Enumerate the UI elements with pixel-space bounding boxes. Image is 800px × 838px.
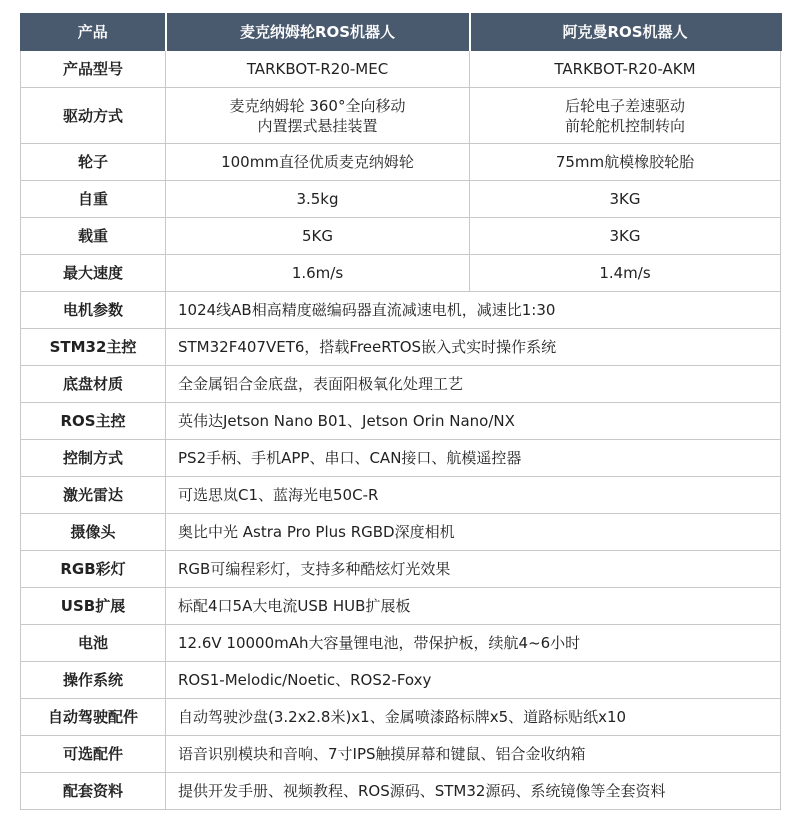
row-label: ROS主控 (21, 403, 166, 440)
table-row (21, 773, 781, 810)
spec-table-container (20, 13, 780, 810)
table-row (21, 329, 781, 366)
ackermann-value (470, 144, 781, 181)
table-row (21, 51, 781, 88)
cell-line: 75mm航模橡胶轮胎 (555, 153, 695, 171)
shared-value: 奥比中光 Astra Pro Plus RGBD深度相机 (166, 514, 781, 551)
table-row (21, 736, 781, 773)
table-row (21, 662, 781, 699)
row-label: 电机参数 (21, 292, 166, 329)
shared-value: 12.6V 10000mAh大容量锂电池，带保护板，续航4~6小时 (166, 625, 781, 662)
table-row (21, 699, 781, 736)
table-row (21, 403, 781, 440)
row-label: 激光雷达 (21, 477, 166, 514)
mecanum-value (166, 51, 470, 88)
table-row (21, 625, 781, 662)
shared-value: 全金属铝合金底盘，表面阳极氧化处理工艺 (166, 366, 781, 403)
shared-value: 标配4口5A大电流USB HUB扩展板 (166, 588, 781, 625)
table-row (21, 588, 781, 625)
table-row (21, 218, 781, 255)
table-row (21, 440, 781, 477)
header-product: 产品 (21, 14, 166, 51)
shared-value: 英伟达Jetson Nano B01、Jetson Orin Nano/NX (166, 403, 781, 440)
row-label: 驱动方式 (21, 88, 166, 144)
cell-line: 麦克纳姆轮 360°全向移动 (229, 96, 406, 115)
row-label: 操作系统 (21, 662, 166, 699)
header-mecanum-robot: 麦克纳姆轮ROS机器人 (166, 14, 470, 51)
shared-value: STM32F407VET6，搭载FreeRTOS嵌入式实时操作系统 (166, 329, 781, 366)
table-row (21, 88, 781, 144)
row-label: 载重 (21, 218, 166, 255)
row-label: 最大速度 (21, 255, 166, 292)
ackermann-value (470, 51, 781, 88)
table-row (21, 514, 781, 551)
cell-line: 后轮电子差速驱动 (564, 96, 685, 115)
header-ackermann-robot: 阿克曼ROS机器人 (470, 14, 781, 51)
mecanum-value (166, 218, 470, 255)
cell-line: TARKBOT-R20-MEC (246, 60, 389, 78)
shared-value: ROS1-Melodic/Noetic、ROS2-Foxy (166, 662, 781, 699)
table-row (21, 477, 781, 514)
mecanum-value (166, 181, 470, 218)
row-label: 控制方式 (21, 440, 166, 477)
mecanum-value (166, 144, 470, 181)
cell-line: 5KG (301, 227, 333, 245)
row-label: STM32主控 (21, 329, 166, 366)
ackermann-value (470, 181, 781, 218)
cell-line: 3KG (609, 190, 641, 208)
mecanum-value (166, 255, 470, 292)
shared-value: 提供开发手册、视频教程、ROS源码、STM32源码、系统镜像等全套资料 (166, 773, 781, 810)
cell-line: 前轮舵机控制转向 (564, 116, 685, 135)
table-header-row (21, 14, 781, 51)
row-label: 自动驾驶配件 (21, 699, 166, 736)
cell-line: 100mm直径优质麦克纳姆轮 (221, 153, 414, 171)
table-row (21, 292, 781, 329)
ackermann-value (470, 218, 781, 255)
row-label: 摄像头 (21, 514, 166, 551)
cell-line: 3.5kg (296, 190, 339, 208)
row-label: 产品型号 (21, 51, 166, 88)
row-label: 自重 (21, 181, 166, 218)
table-row (21, 255, 781, 292)
ackermann-value (470, 88, 781, 144)
spec-table (20, 13, 782, 810)
ackermann-value (470, 255, 781, 292)
row-label: RGB彩灯 (21, 551, 166, 588)
table-row (21, 181, 781, 218)
spec-table-body (21, 51, 781, 810)
table-row (21, 366, 781, 403)
shared-value: 语音识别模块和音响、7寸IPS触摸屏幕和键鼠、铝合金收纳箱 (166, 736, 781, 773)
row-label: 配套资料 (21, 773, 166, 810)
row-label: 可选配件 (21, 736, 166, 773)
table-row (21, 551, 781, 588)
cell-line: 3KG (609, 227, 641, 245)
row-label: 底盘材质 (21, 366, 166, 403)
shared-value: 自动驾驶沙盘(3.2x2.8米)x1、金属喷漆路标牌x5、道路标贴纸x10 (166, 699, 781, 736)
mecanum-value (166, 88, 470, 144)
shared-value: RGB可编程彩灯，支持多种酷炫灯光效果 (166, 551, 781, 588)
cell-line: TARKBOT-R20-AKM (554, 60, 696, 78)
row-label: USB扩展 (21, 588, 166, 625)
cell-line: 1.4m/s (599, 264, 651, 282)
row-label: 电池 (21, 625, 166, 662)
shared-value: PS2手柄、手机APP、串口、CAN接口、航模遥控器 (166, 440, 781, 477)
table-row (21, 144, 781, 181)
row-label: 轮子 (21, 144, 166, 181)
cell-line: 1.6m/s (291, 264, 344, 282)
shared-value: 可选思岚C1、蓝海光电50C-R (166, 477, 781, 514)
cell-line: 内置摆式悬挂装置 (257, 116, 378, 135)
shared-value: 1024线AB相高精度磁编码器直流减速电机，减速比1:30 (166, 292, 781, 329)
